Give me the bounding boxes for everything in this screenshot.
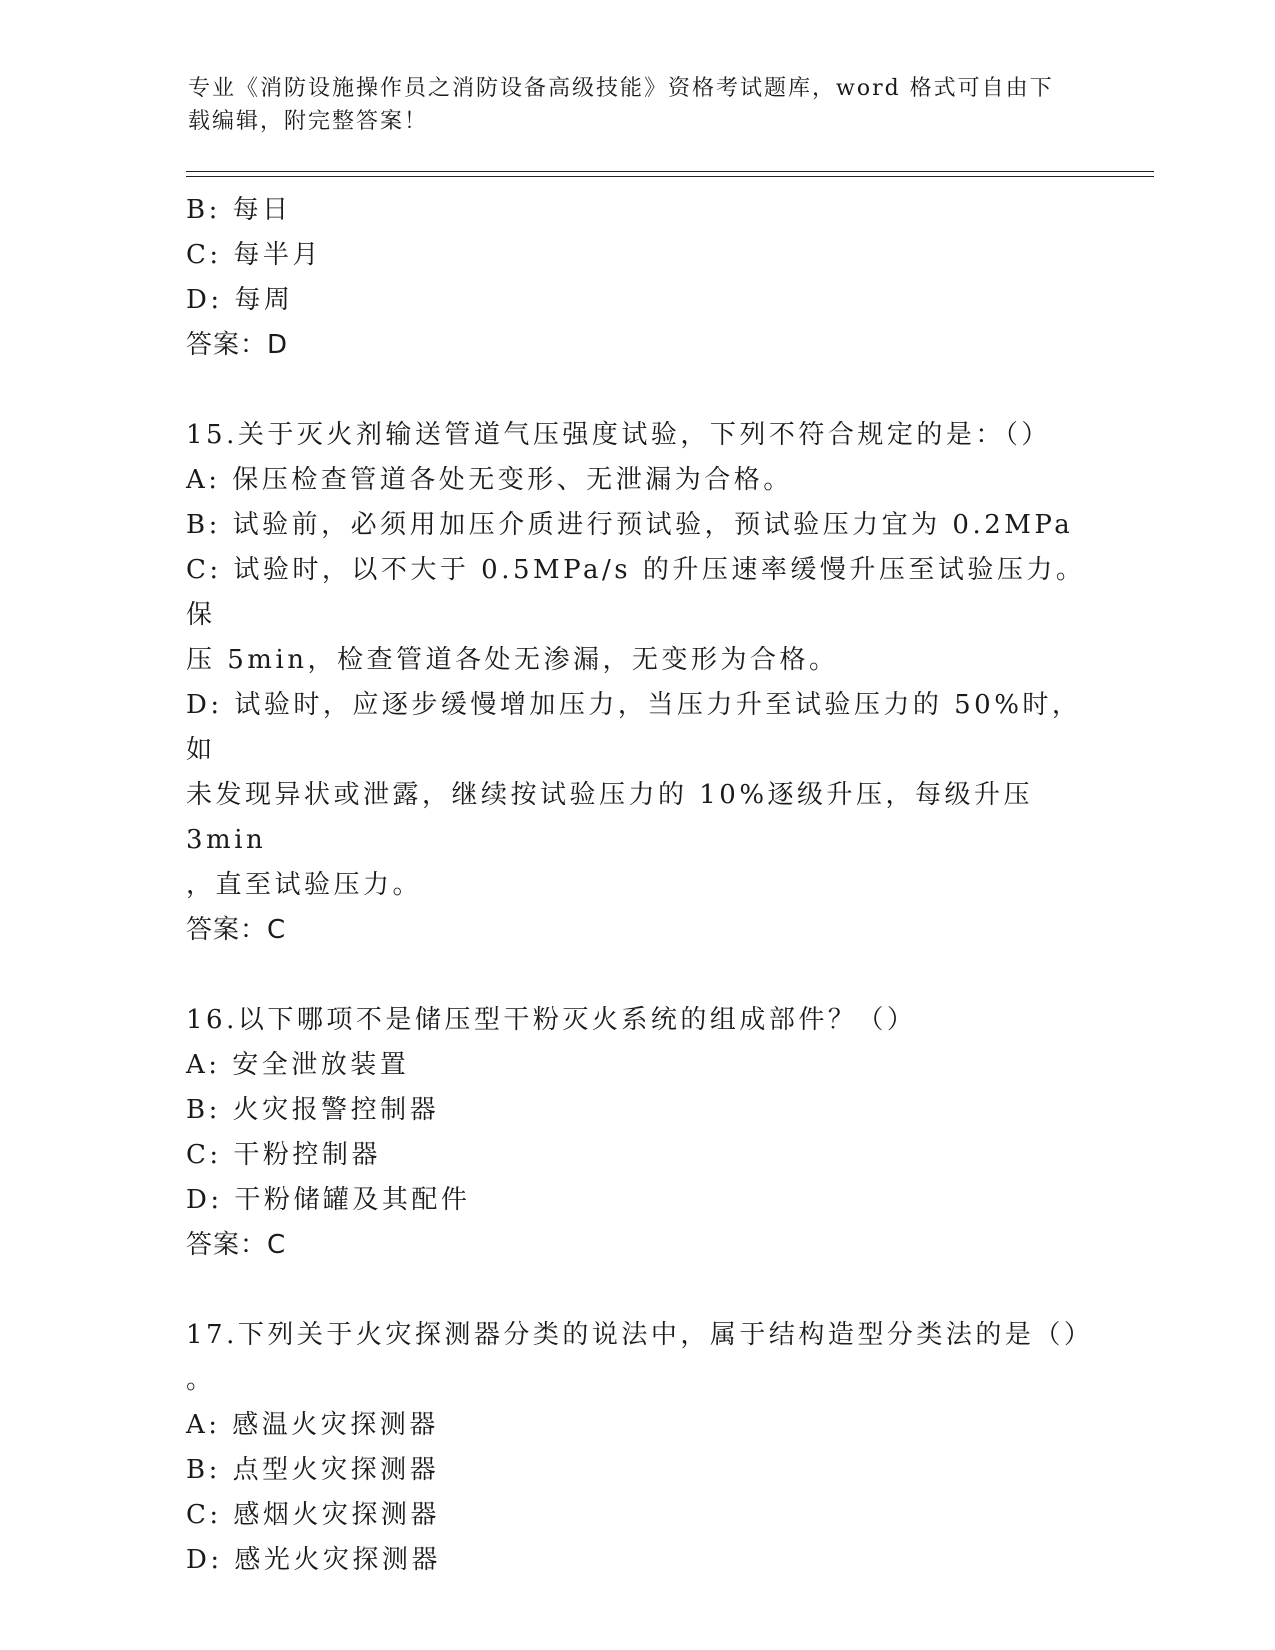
option-c: C: 干粉控制器: [186, 1140, 381, 1170]
option-b: B: 火灾报警控制器: [186, 1095, 440, 1125]
answer-line: 答案：C: [186, 915, 287, 945]
question-17: [186, 1313, 1094, 1583]
spacer: [186, 953, 1086, 998]
document-header: [188, 72, 1068, 138]
spacer: [186, 368, 1086, 413]
header-divider-top: [186, 171, 1154, 172]
question-stem: 17.下列关于火灾探测器分类的说法中，属于结构造型分类法的是（）: [186, 1320, 1094, 1350]
question-15: [186, 413, 1086, 953]
option-c-continued: 压 5min，检查管道各处无渗漏，无变形为合格。: [186, 645, 839, 675]
option-a: A: 保压检查管道各处无变形、无泄漏为合格。: [186, 465, 793, 495]
option-d-continued: 未发现异状或泄露，继续按试验压力的 10%逐级升压，每级升压 3min: [186, 780, 1045, 855]
option-d: D: 感光火灾探测器: [186, 1545, 441, 1575]
spacer: [186, 1268, 1086, 1313]
option-d: D: 试验时，应逐步缓慢增加压力，当压力升至试验压力的 50%时，如: [186, 690, 1082, 765]
question-list: [186, 188, 1094, 1583]
header-line-1: 专业《消防设施操作员之消防设备高级技能》资格考试题库，word 格式可自由下: [188, 76, 1054, 101]
question-stem: 16.以下哪项不是储压型干粉灭火系统的组成部件？（）: [186, 1005, 917, 1035]
question-stem-continued: 。: [186, 1365, 216, 1395]
option-d: D: 每周: [186, 285, 294, 315]
option-d: D: 干粉储罐及其配件: [186, 1185, 471, 1215]
header-line-2: 载编辑，附完整答案！: [188, 109, 429, 134]
question-16: [186, 998, 1086, 1268]
answer-line: 答案：D: [186, 330, 289, 360]
option-c: C: 试验时，以不大于 0.5MPa/s 的升压速率缓慢升压至试验压力。保: [186, 555, 1086, 630]
option-b: B: 每日: [186, 195, 292, 225]
option-b: B: 试验前，必须用加压介质进行预试验，预试验压力宜为 0.2MPa: [186, 510, 1074, 540]
header-divider-bottom: [186, 176, 1154, 177]
question-14-continuation: [186, 188, 1086, 368]
option-c: C: 每半月: [186, 240, 322, 270]
answer-line: 答案：C: [186, 1230, 287, 1260]
option-a: A: 感温火灾探测器: [186, 1410, 439, 1440]
option-a: A: 安全泄放装置: [186, 1050, 410, 1080]
option-d-continued: ，直至试验压力。: [186, 870, 423, 900]
question-stem: 15.关于灭火剂输送管道气压强度试验，下列不符合规定的是：（）: [186, 420, 1051, 450]
option-c: C: 感烟火灾探测器: [186, 1500, 440, 1530]
option-b: B: 点型火灾探测器: [186, 1455, 440, 1485]
